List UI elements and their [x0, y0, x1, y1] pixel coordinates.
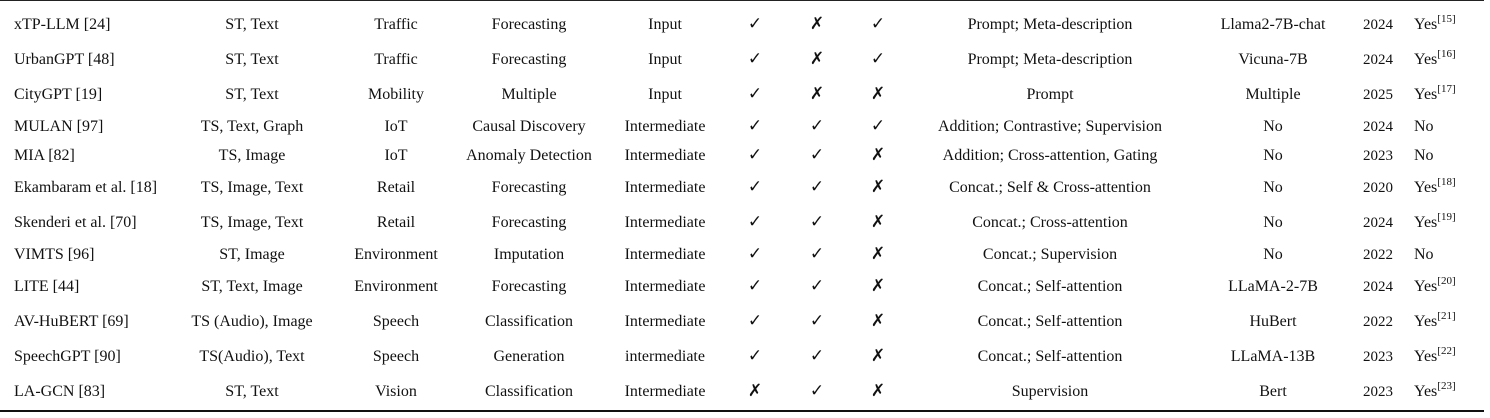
domain-cell: Speech [372, 312, 420, 330]
fusion-strategy-cell: Concat.; Cross-attention [972, 213, 1128, 231]
check-icon: ✓ [747, 177, 763, 197]
llm-backbone-cell: Bert [1259, 382, 1287, 400]
modality-cell: TS (Audio), Image [191, 312, 313, 330]
fusion-strategy-cell: Concat.; Self-attention [977, 312, 1123, 330]
check-icon: ✓ [809, 381, 825, 401]
cross-icon: ✗ [870, 311, 886, 331]
modality-cell: ST, Image [219, 245, 285, 263]
feature-3-mark [850, 141, 906, 170]
release-label: No [1414, 146, 1434, 164]
table-row [0, 269, 1484, 304]
check-icon: ✓ [747, 116, 763, 136]
domain-cell: Mobility [367, 85, 424, 103]
fusion-stage-cell: Intermediate [624, 245, 706, 263]
release-label: Yes [1414, 213, 1438, 231]
method-cell: MULAN [97] [14, 117, 104, 135]
modality-cell: TS, Image [218, 146, 286, 164]
footnote-ref: [21] [1437, 310, 1456, 323]
feature-2-mark [784, 77, 850, 112]
fusion-strategy-cell: Addition; Contrastive; Supervision [938, 117, 1162, 135]
release-label: Yes [1414, 347, 1438, 365]
task-cell: Imputation [493, 245, 565, 263]
modality-cell: ST, Text, Image [201, 277, 303, 295]
modality-cell: ST, Text [225, 50, 279, 68]
modality-cell: ST, Text [225, 85, 279, 103]
table-row [0, 205, 1484, 240]
fusion-stage-cell: Intermediate [624, 213, 706, 231]
feature-3-mark [850, 112, 906, 141]
fusion-stage-cell: Intermediate [624, 178, 706, 196]
year-cell: 2024 [1363, 16, 1393, 33]
release-label: Yes [1414, 178, 1438, 196]
domain-cell: Traffic [374, 15, 418, 33]
feature-1-mark [726, 304, 784, 339]
code-release-cell [1404, 304, 1484, 339]
cross-icon: ✗ [870, 145, 886, 165]
footnote-ref: [23] [1437, 380, 1456, 393]
llm-backbone-cell: Multiple [1245, 85, 1301, 103]
code-release-cell [1404, 141, 1484, 170]
task-cell: Causal Discovery [472, 117, 586, 135]
feature-3-mark [850, 304, 906, 339]
feature-3-mark [850, 42, 906, 77]
check-icon: ✓ [747, 212, 763, 232]
year-cell: 2023 [1363, 147, 1393, 164]
check-icon: ✓ [747, 311, 763, 331]
code-release-cell [1404, 339, 1484, 374]
fusion-stage-cell: intermediate [625, 347, 705, 365]
check-icon: ✓ [809, 276, 825, 296]
cross-icon: ✗ [870, 381, 886, 401]
feature-1-mark [726, 170, 784, 205]
task-cell: Forecasting [491, 277, 567, 295]
feature-2-mark [784, 240, 850, 269]
cross-icon: ✗ [870, 244, 886, 264]
table-row [0, 42, 1484, 77]
fusion-stage-cell: Intermediate [624, 382, 706, 400]
check-icon: ✓ [747, 14, 763, 34]
check-icon: ✓ [809, 311, 825, 331]
domain-cell: Vision [375, 382, 417, 400]
domain-cell: IoT [384, 146, 408, 164]
task-cell: Anomaly Detection [466, 146, 592, 164]
year-cell: 2022 [1363, 313, 1393, 330]
cross-icon: ✗ [809, 14, 825, 34]
task-cell: Forecasting [491, 213, 567, 231]
fusion-strategy-cell: Prompt; Meta-description [967, 15, 1133, 33]
feature-2-mark [784, 170, 850, 205]
code-release-cell [1404, 42, 1484, 77]
modality-cell: TS, Image, Text [200, 213, 304, 231]
bottom-rule [0, 410, 1484, 412]
code-release-cell [1404, 240, 1484, 269]
llm-backbone-cell: No [1263, 178, 1283, 196]
code-release-cell [1404, 374, 1484, 409]
feature-1-mark [726, 339, 784, 374]
check-icon: ✓ [747, 244, 763, 264]
feature-3-mark [850, 205, 906, 240]
year-cell: 2025 [1363, 86, 1393, 103]
feature-3-mark [850, 170, 906, 205]
fusion-strategy-cell: Prompt; Meta-description [967, 50, 1133, 68]
feature-3-mark [850, 77, 906, 112]
cross-icon: ✗ [870, 346, 886, 366]
table-body [0, 7, 1484, 409]
check-icon: ✓ [870, 49, 886, 69]
feature-1-mark [726, 205, 784, 240]
llm-backbone-cell: No [1263, 146, 1283, 164]
code-release-cell [1404, 7, 1484, 42]
feature-3-mark [850, 269, 906, 304]
release-label: Yes [1414, 85, 1438, 103]
feature-3-mark [850, 7, 906, 42]
llm-backbone-cell: No [1263, 117, 1283, 135]
feature-1-mark [726, 269, 784, 304]
feature-1-mark [726, 77, 784, 112]
release-label: Yes [1414, 50, 1438, 68]
feature-1-mark [726, 42, 784, 77]
year-cell: 2024 [1363, 214, 1393, 231]
feature-2-mark [784, 141, 850, 170]
year-cell: 2024 [1363, 118, 1393, 135]
cross-icon: ✗ [870, 84, 886, 104]
method-cell: Skenderi et al. [70] [14, 213, 137, 231]
task-cell: Multiple [501, 85, 557, 103]
code-release-cell [1404, 112, 1484, 141]
check-icon: ✓ [809, 116, 825, 136]
method-cell: xTP-LLM [24] [14, 15, 111, 33]
fusion-stage-cell: Intermediate [624, 146, 706, 164]
feature-1-mark [726, 7, 784, 42]
fusion-strategy-cell: Concat.; Supervision [982, 245, 1118, 263]
table-row [0, 7, 1484, 42]
domain-cell: Environment [354, 245, 438, 263]
code-release-cell [1404, 170, 1484, 205]
cross-icon: ✗ [809, 84, 825, 104]
year-cell: 2020 [1363, 179, 1393, 196]
feature-3-mark [850, 374, 906, 409]
table-row [0, 141, 1484, 170]
domain-cell: Traffic [374, 50, 418, 68]
llm-backbone-cell: HuBert [1249, 312, 1297, 330]
feature-2-mark [784, 304, 850, 339]
table-row [0, 339, 1484, 374]
fusion-stage-cell: Intermediate [624, 312, 706, 330]
feature-1-mark [726, 141, 784, 170]
cross-icon: ✗ [870, 276, 886, 296]
footnote-ref: [22] [1437, 345, 1456, 358]
year-cell: 2023 [1363, 383, 1393, 400]
feature-1-mark [726, 374, 784, 409]
method-cell: LITE [44] [14, 277, 80, 295]
check-icon: ✓ [809, 346, 825, 366]
code-release-cell [1404, 269, 1484, 304]
modality-cell: TS, Text, Graph [200, 117, 304, 135]
cross-icon: ✗ [870, 177, 886, 197]
feature-1-mark [726, 240, 784, 269]
footnote-ref: [20] [1437, 275, 1456, 288]
fusion-strategy-cell: Prompt [1026, 85, 1074, 103]
feature-2-mark [784, 374, 850, 409]
llm-backbone-cell: LLaMA-13B [1230, 347, 1316, 365]
domain-cell: Environment [354, 277, 438, 295]
method-cell: UrbanGPT [48] [14, 50, 115, 68]
llm-backbone-cell: Vicuna-7B [1238, 50, 1308, 68]
domain-cell: Retail [376, 178, 416, 196]
fusion-stage-cell: Intermediate [624, 277, 706, 295]
fusion-strategy-cell: Supervision [1011, 382, 1089, 400]
feature-2-mark [784, 205, 850, 240]
method-cell: CityGPT [19] [14, 85, 103, 103]
method-cell: LA-GCN [83] [14, 382, 106, 400]
release-label: No [1414, 117, 1434, 135]
feature-2-mark [784, 339, 850, 374]
table-row [0, 240, 1484, 269]
task-cell: Classification [485, 312, 573, 330]
method-cell: AV-HuBERT [69] [14, 312, 129, 330]
feature-2-mark [784, 112, 850, 141]
domain-cell: Speech [372, 347, 420, 365]
cross-icon: ✗ [747, 381, 763, 401]
check-icon: ✓ [809, 244, 825, 264]
llm-backbone-cell: LLaMA-2-7B [1228, 277, 1318, 295]
task-cell: Classification [485, 382, 573, 400]
domain-cell: IoT [384, 117, 408, 135]
footnote-ref: [15] [1437, 13, 1456, 26]
method-cell: SpeechGPT [90] [14, 347, 121, 365]
footnote-ref: [19] [1437, 211, 1456, 224]
release-label: Yes [1414, 15, 1438, 33]
fusion-strategy-cell: Addition; Cross-attention, Gating [942, 146, 1158, 164]
domain-cell: Retail [376, 213, 416, 231]
methods-table [0, 7, 1484, 409]
footnote-ref: [17] [1437, 83, 1456, 96]
table-row [0, 112, 1484, 141]
check-icon: ✓ [747, 276, 763, 296]
feature-3-mark [850, 339, 906, 374]
modality-cell: ST, Text [225, 382, 279, 400]
task-cell: Forecasting [491, 178, 567, 196]
modality-cell: ST, Text [225, 15, 279, 33]
llm-backbone-cell: No [1263, 245, 1283, 263]
year-cell: 2024 [1363, 278, 1393, 295]
feature-2-mark [784, 7, 850, 42]
check-icon: ✓ [747, 49, 763, 69]
method-cell: MIA [82] [14, 146, 75, 164]
release-label: Yes [1414, 382, 1438, 400]
method-cell: Ekambaram et al. [18] [14, 178, 158, 196]
check-icon: ✓ [870, 116, 886, 136]
table-row [0, 77, 1484, 112]
modality-cell: TS, Image, Text [200, 178, 304, 196]
top-rule [0, 0, 1484, 1]
check-icon: ✓ [809, 212, 825, 232]
footnote-ref: [18] [1437, 176, 1456, 189]
year-cell: 2023 [1363, 348, 1393, 365]
fusion-strategy-cell: Concat.; Self-attention [977, 347, 1123, 365]
release-label: Yes [1414, 277, 1438, 295]
check-icon: ✓ [747, 84, 763, 104]
code-release-cell [1404, 205, 1484, 240]
task-cell: Forecasting [491, 15, 567, 33]
feature-1-mark [726, 112, 784, 141]
feature-2-mark [784, 42, 850, 77]
table-row [0, 304, 1484, 339]
year-cell: 2022 [1363, 246, 1393, 263]
fusion-stage-cell: Intermediate [624, 117, 706, 135]
llm-backbone-cell: No [1263, 213, 1283, 231]
modality-cell: TS(Audio), Text [199, 347, 305, 365]
method-cell: VIMTS [96] [14, 245, 95, 263]
fusion-strategy-cell: Concat.; Self-attention [977, 277, 1123, 295]
llm-backbone-cell: Llama2-7B-chat [1220, 15, 1326, 33]
task-cell: Generation [493, 347, 565, 365]
code-release-cell [1404, 77, 1484, 112]
check-icon: ✓ [870, 14, 886, 34]
check-icon: ✓ [747, 346, 763, 366]
release-label: Yes [1414, 312, 1438, 330]
feature-3-mark [850, 240, 906, 269]
release-label: No [1414, 245, 1434, 263]
check-icon: ✓ [809, 177, 825, 197]
table-row [0, 374, 1484, 409]
fusion-stage-cell: Input [648, 85, 682, 103]
fusion-stage-cell: Input [648, 50, 682, 68]
task-cell: Forecasting [491, 50, 567, 68]
check-icon: ✓ [809, 145, 825, 165]
feature-2-mark [784, 269, 850, 304]
fusion-stage-cell: Input [648, 15, 682, 33]
fusion-strategy-cell: Concat.; Self & Cross-attention [949, 178, 1151, 196]
year-cell: 2024 [1363, 51, 1393, 68]
table-row [0, 170, 1484, 205]
cross-icon: ✗ [870, 212, 886, 232]
footnote-ref: [16] [1437, 48, 1456, 61]
cross-icon: ✗ [809, 49, 825, 69]
check-icon: ✓ [747, 145, 763, 165]
